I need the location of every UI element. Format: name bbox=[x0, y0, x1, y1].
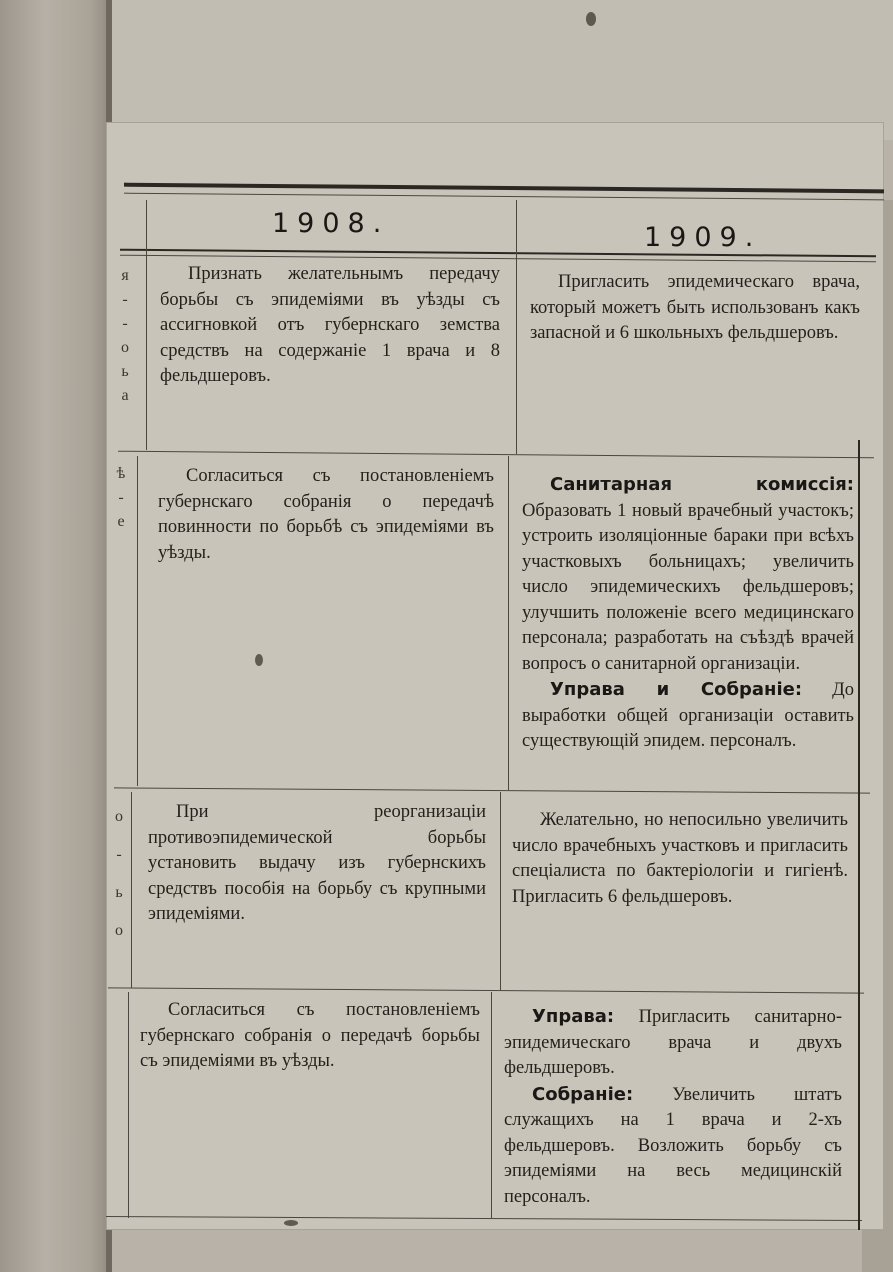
ink-smudge bbox=[284, 1220, 298, 1226]
left-column-rule bbox=[146, 200, 147, 450]
book-binding bbox=[0, 0, 112, 1272]
row3-1908-cell: При реорганизаціи противоэпидемической борьбы установить выдачу изъ губернскихъ средствъ пособія на борьбу съ крупными эпидеміями. bbox=[148, 802, 486, 924]
row4-1908-cell: Согласиться съ постановленіемъ губернскаго собранія о передачѣ борьбы съ эпидеміями въ уѣзды. bbox=[140, 1000, 480, 1071]
margin-fragments-row3: о - ь о bbox=[115, 808, 123, 939]
middle-column-rule-2 bbox=[508, 456, 509, 790]
middle-column-rule-4 bbox=[491, 992, 492, 1218]
middle-column-rule bbox=[516, 200, 517, 454]
left-column-rule-3 bbox=[131, 792, 132, 988]
margin-fragments-row2: ѣ - е bbox=[116, 465, 126, 530]
middle-column-rule-3 bbox=[500, 792, 501, 990]
row2-1909-cell: Санитарная комиссія: Образовать 1 новый врачебный участокъ; устроить изоляціонные бараки при всѣхъ участковыхъ больницахъ; увеличить число эпидемическихъ фельдшеровъ; улучшить положеніе всего медицинскаго персонала; разработать на съѣздѣ врачей вопросъ о санитарной организаціи. Управа и Собраніе: До выработки общей организаціи оставить существующій эпидем. персоналъ. bbox=[522, 474, 855, 751]
ink-smudge bbox=[586, 12, 596, 26]
row3-1909-cell: Желательно, но непосильно увеличить число врачебныхъ участковъ и пригласить спеціалиста по бактеріологіи и гигіенѣ. Пригласить 6 фельдшеровъ. bbox=[512, 810, 848, 907]
board-and-assembly-heading: Управа и Собраніе: bbox=[550, 679, 803, 700]
row1-1909-cell: Пригласить эпидемическаго врача, который можетъ быть использованъ какъ запасной и 6 школьныхъ фельдшеровъ. bbox=[530, 272, 860, 343]
left-column-rule-4 bbox=[128, 992, 129, 1218]
row1-1908-cell: Признать желательнымъ передачу борьбы съ эпидеміями въ уѣзды съ ассигновкой отъ губернскаго земства средствъ на содержаніе 1 врача и 8 фельдшеровъ. bbox=[160, 264, 500, 386]
assembly-heading: Собраніе: bbox=[532, 1083, 634, 1105]
right-column-rule bbox=[858, 440, 860, 1230]
sanitary-commission-heading: Санитарная комиссія: bbox=[550, 474, 854, 495]
row4-1909-cell: Управа: Пригласить санитарно-эпидемическаго врача и двухъ фельдшеровъ. Собраніе: Увеличить штатъ служащихъ на 1 врача и 2-хъ фельдшеровъ. Возложить борьбу съ эпидеміями на весь медицинскій персоналъ. bbox=[504, 1006, 842, 1207]
ink-smudge bbox=[255, 654, 263, 666]
year-1908-heading: 1908. bbox=[272, 208, 390, 239]
underlying-page bbox=[112, 0, 893, 140]
board-heading: Управа: bbox=[532, 1006, 615, 1027]
margin-fragments-row1: я - - о ь а bbox=[121, 267, 129, 404]
year-1909-heading: 1909. bbox=[644, 222, 762, 253]
row2-1908-cell: Согласиться съ постановленіемъ губернскаго собранія о передачѣ повинности по борьбѣ съ эпидеміями въ уѣзды. bbox=[158, 466, 494, 563]
left-column-rule-2 bbox=[137, 456, 138, 786]
